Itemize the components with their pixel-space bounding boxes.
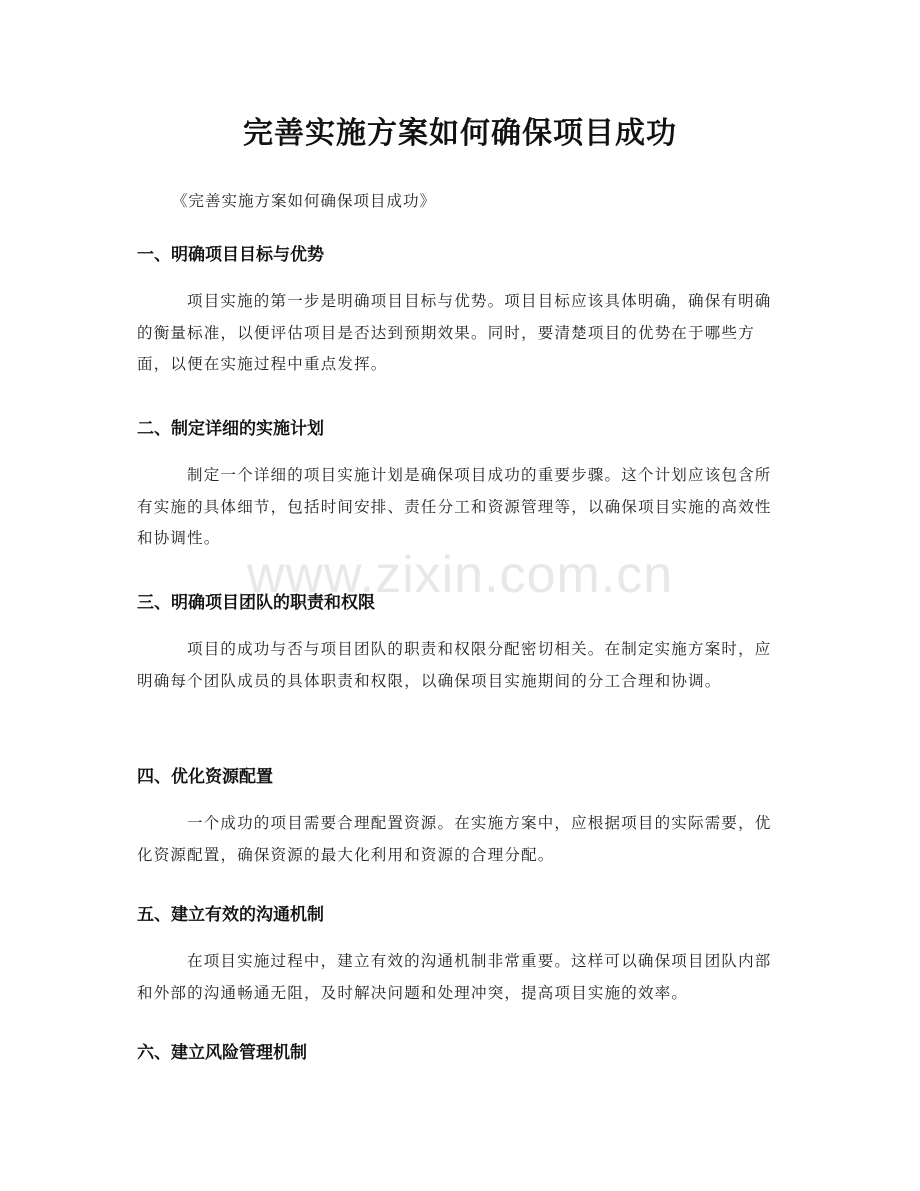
section-heading-1: 一、明确项目目标与优势	[137, 245, 324, 265]
section-heading-6: 六、建立风险管理机制	[137, 1043, 307, 1063]
section-heading-3: 三、明确项目团队的职责和权限	[137, 593, 375, 613]
document-subtitle: 《完善实施方案如何确保项目成功》	[172, 192, 437, 210]
section-heading-2: 二、制定详细的实施计划	[137, 419, 324, 439]
section-body-5: 在项目实施过程中，建立有效的沟通机制非常重要。这样可以确保项目团队内部和外部的沟通畅通无阻，及时解决问题和处理冲突，提高项目实施的效率。	[137, 952, 772, 1002]
document-title: 完善实施方案如何确保项目成功	[243, 116, 677, 151]
section-body-1: 项目实施的第一步是明确项目目标与优势。项目目标应该具体明确，确保有明确的衡量标准，以便评估项目是否达到预期效果。同时，要清楚项目的优势在于哪些方面，以便在实施过程中重点发挥。	[137, 292, 772, 373]
section-body-2: 制定一个详细的项目实施计划是确保项目成功的重要步骤。这个计划应该包含所有实施的具体细节，包括时间安排、责任分工和资源管理等，以确保项目实施的高效性和协调性。	[137, 466, 772, 547]
section-body-4: 一个成功的项目需要合理配置资源。在实施方案中，应根据项目的实际需要，优化资源配置，确保资源的最大化利用和资源的合理分配。	[137, 814, 772, 864]
section-body-3: 项目的成功与否与项目团队的职责和权限分配密切相关。在制定实施方案时，应明确每个团队成员的具体职责和权限，以确保项目实施期间的分工合理和协调。	[137, 640, 772, 690]
section-heading-4: 四、优化资源配置	[137, 767, 273, 787]
section-heading-5: 五、建立有效的沟通机制	[137, 905, 324, 925]
watermark: www.zixin.com.cn	[246, 546, 674, 604]
